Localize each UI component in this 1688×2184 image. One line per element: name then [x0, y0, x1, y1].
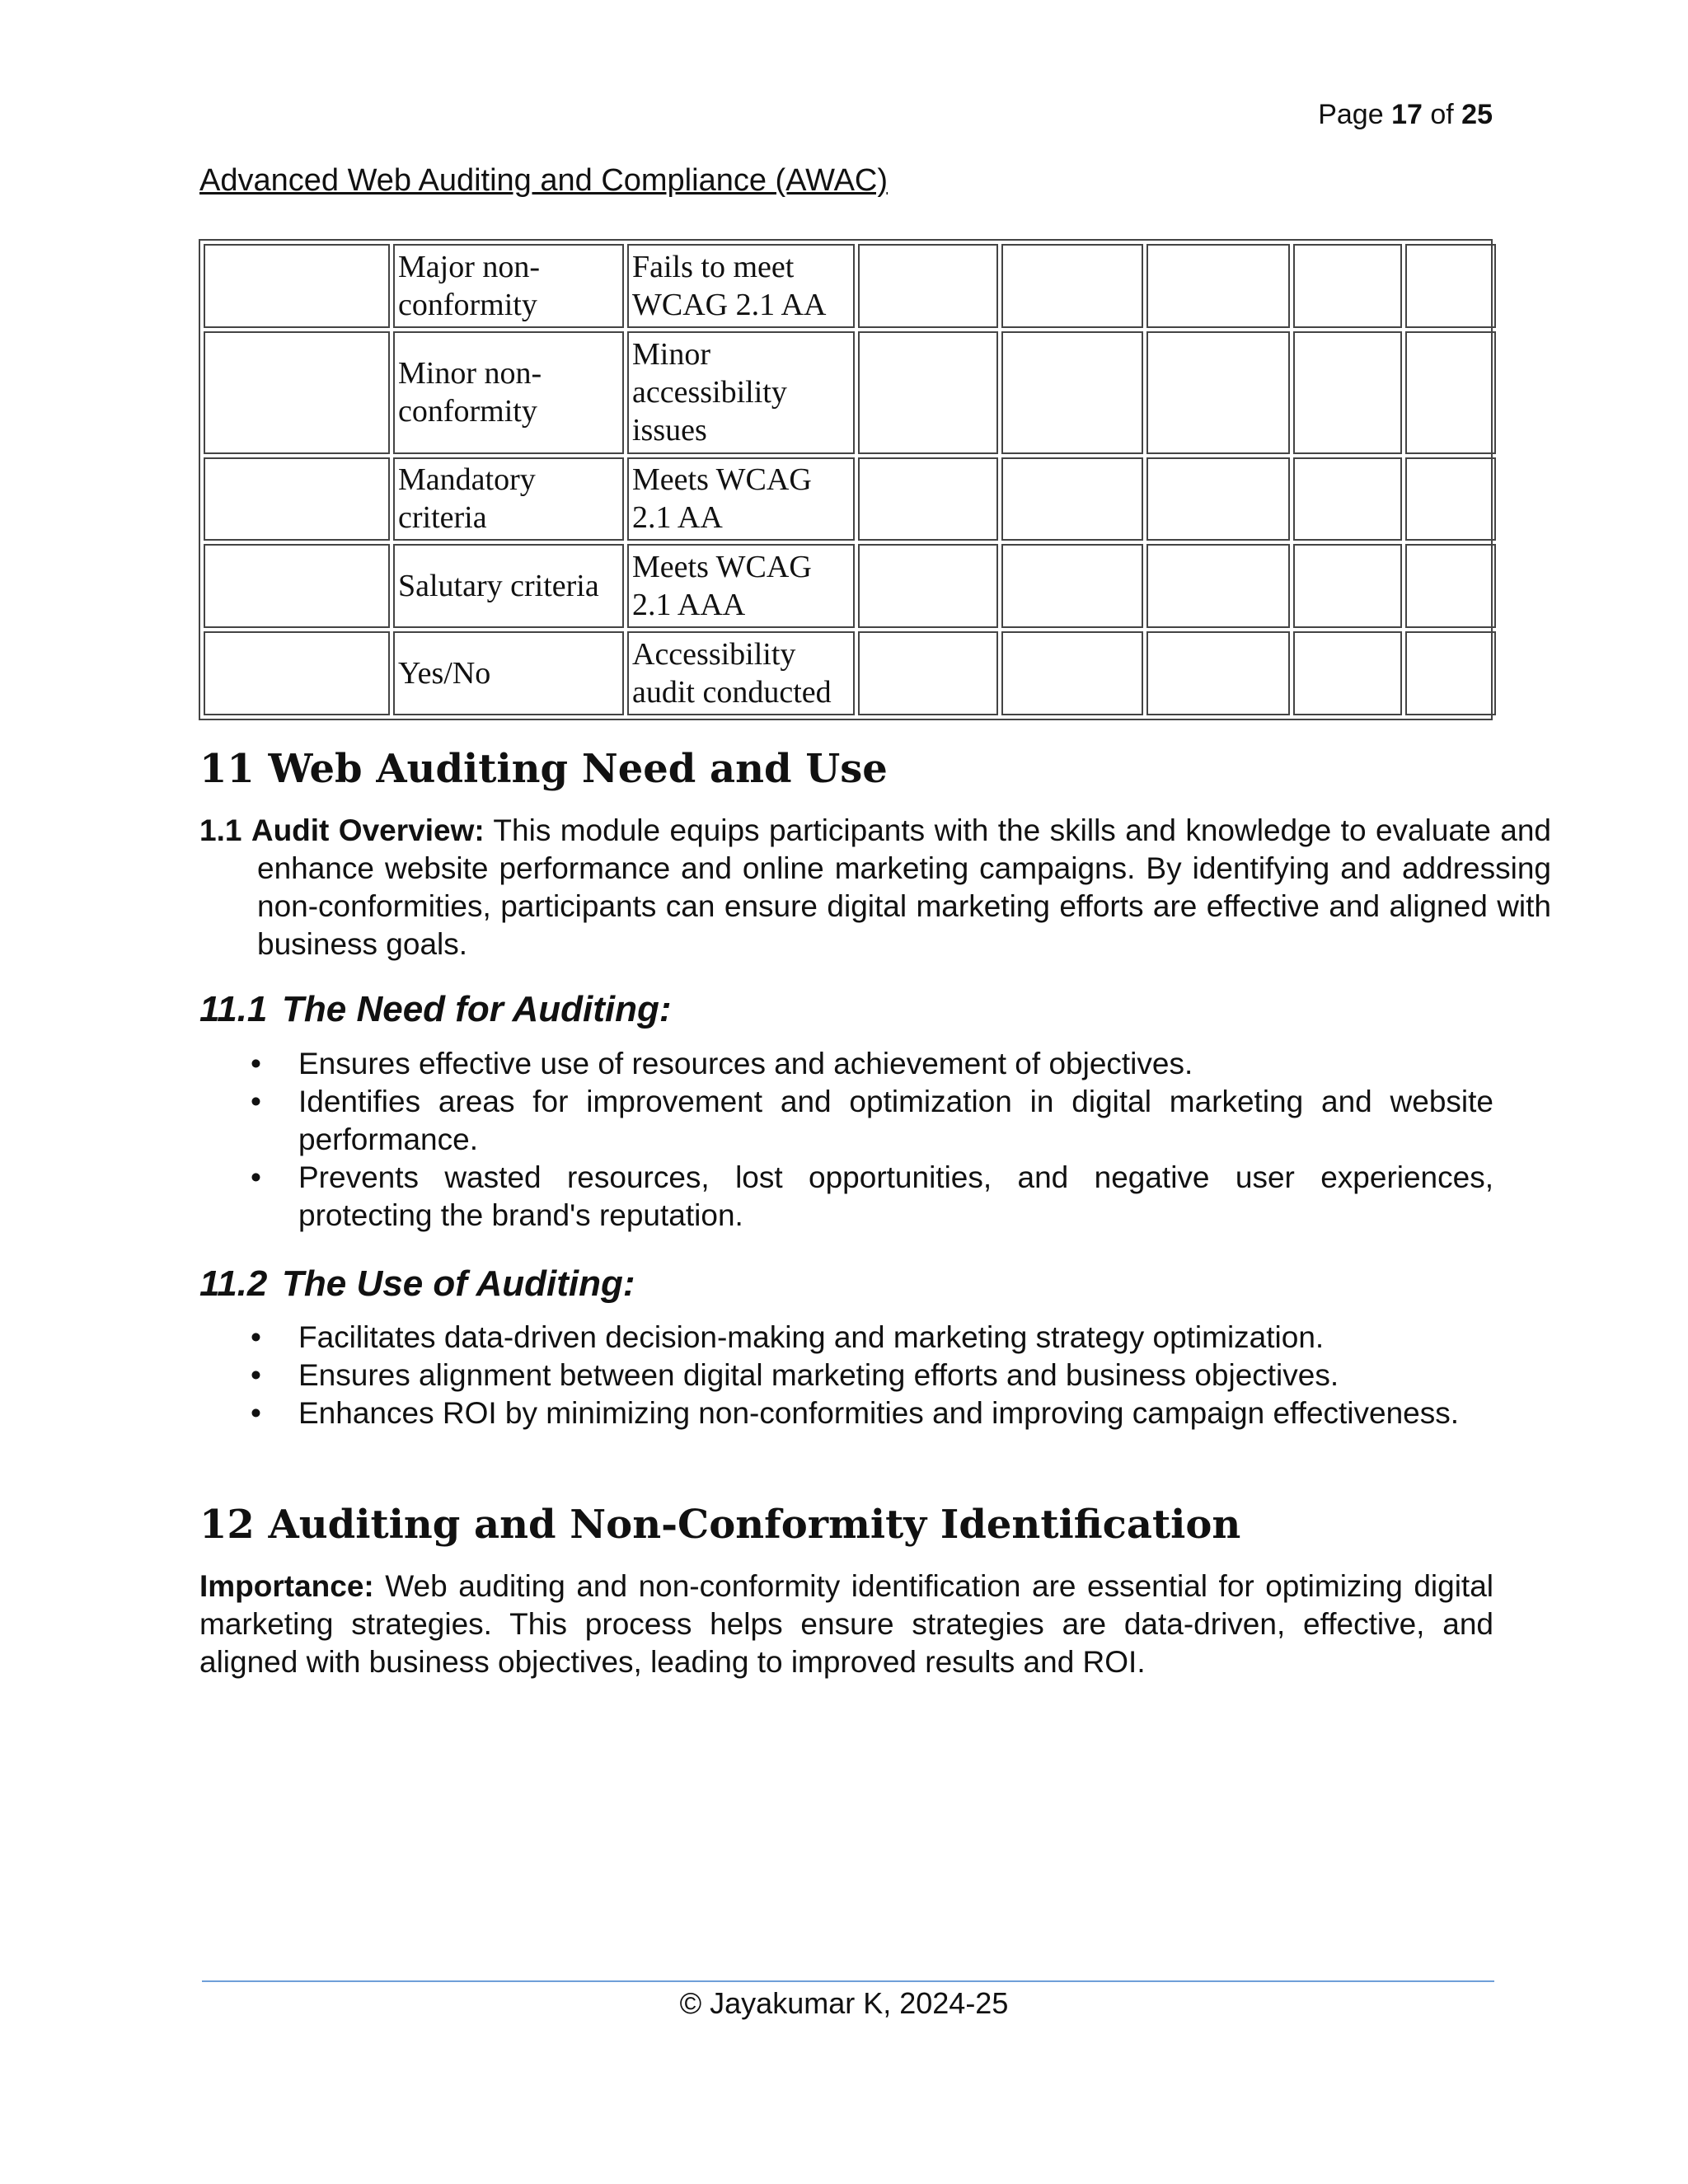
criterion-cell: Yes/No	[393, 631, 624, 715]
table-row	[204, 631, 1496, 715]
description-cell: Minor accessibility issues	[627, 331, 855, 454]
table-cell	[858, 331, 998, 454]
table-cell	[204, 457, 390, 541]
importance-paragraph	[199, 1568, 1493, 1681]
table-cell	[858, 457, 998, 541]
table-cell	[1293, 631, 1402, 715]
description-cell: Meets WCAG 2.1 AA	[627, 457, 855, 541]
table-cell	[1146, 244, 1290, 328]
document-title: Advanced Web Auditing and Compliance (AWAC)	[199, 163, 889, 198]
section-title: The Use of Auditing:	[282, 1263, 635, 1304]
list-item	[199, 1394, 1493, 1432]
criterion-cell: Major non-conformity	[393, 244, 624, 328]
page-label: Page	[1318, 99, 1384, 130]
page-total: 25	[1461, 99, 1493, 130]
table-cell	[204, 631, 390, 715]
table-cell	[1001, 544, 1143, 628]
list-item-text: Facilitates data-driven decision-making and marketing strategy optimization.	[298, 1320, 1325, 1354]
description-cell: Fails to meet WCAG 2.1 AA	[627, 244, 855, 328]
table-cell	[204, 244, 390, 328]
bullet-icon: •	[251, 1358, 261, 1392]
bullet-icon: •	[251, 1160, 261, 1194]
list-item-text: Identifies areas for improvement and optimization in digital marketing and website performance.	[298, 1085, 1493, 1156]
criterion-cell: Mandatory criteria	[393, 457, 624, 541]
page-number	[1318, 99, 1493, 131]
footer-copyright: © Jayakumar K, 2024-25	[679, 1986, 1009, 2020]
table-row	[204, 244, 1496, 328]
need-for-auditing-list	[199, 1045, 1493, 1235]
page-current: 17	[1391, 99, 1423, 130]
page-of: of	[1430, 99, 1454, 130]
criterion-cell: Minor non-conformity	[393, 331, 624, 454]
table-cell	[204, 331, 390, 454]
table-cell	[1293, 244, 1402, 328]
table-row	[204, 331, 1496, 454]
table-cell	[1405, 457, 1496, 541]
bullet-icon: •	[251, 1047, 261, 1080]
bullet-icon: •	[251, 1320, 261, 1354]
list-item-text: Prevents wasted resources, lost opportunities, and negative user experiences, protecting the brand's reputation.	[298, 1160, 1493, 1232]
table-cell	[204, 544, 390, 628]
table-row	[204, 457, 1496, 541]
list-item-text: Ensures effective use of resources and achievement of objectives.	[298, 1047, 1193, 1080]
table-cell	[1146, 331, 1290, 454]
criteria-table	[199, 239, 1493, 720]
section-number: 11.2	[199, 1263, 268, 1304]
table-cell	[1293, 457, 1402, 541]
list-item	[199, 1357, 1493, 1394]
table-cell	[1001, 244, 1143, 328]
table-cell	[1001, 331, 1143, 454]
overview-number: 1.1	[199, 813, 242, 847]
bullet-icon: •	[251, 1085, 261, 1118]
list-item	[199, 1159, 1493, 1235]
table-cell	[858, 544, 998, 628]
criterion-cell: Salutary criteria	[393, 544, 624, 628]
section-11-2-heading	[199, 1263, 635, 1305]
use-of-auditing-list	[199, 1319, 1493, 1432]
table-cell	[1405, 631, 1496, 715]
section-11-heading: 11 Web Auditing Need and Use	[199, 746, 888, 792]
table-cell	[1405, 244, 1496, 328]
description-cell: Accessibility audit conducted	[627, 631, 855, 715]
list-item	[199, 1083, 1493, 1159]
description-cell: Meets WCAG 2.1 AAA	[627, 544, 855, 628]
table-cell	[1405, 331, 1496, 454]
table-cell	[1293, 331, 1402, 454]
list-item-text: Enhances ROI by minimizing non-conformities and improving campaign effectiveness.	[298, 1396, 1460, 1430]
section-number: 11.1	[199, 989, 268, 1029]
list-item-text: Ensures alignment between digital marketing efforts and business objectives.	[298, 1358, 1339, 1392]
list-item	[199, 1045, 1493, 1083]
table-cell	[1405, 544, 1496, 628]
table-cell	[1146, 457, 1290, 541]
list-item	[199, 1319, 1493, 1357]
importance-label: Importance:	[199, 1569, 374, 1603]
section-11-1-heading	[199, 989, 672, 1030]
section-12-heading: 12 Auditing and Non-Conformity Identification	[199, 1502, 1241, 1548]
table-cell	[1001, 631, 1143, 715]
bullet-icon: •	[251, 1396, 261, 1430]
overview-label: Audit Overview:	[251, 813, 485, 847]
footer-divider	[202, 1980, 1494, 1982]
table-cell	[1146, 544, 1290, 628]
importance-text: Web auditing and non-conformity identification are essential for optimizing digital marketing strategies. This process helps ensure strategies are data-driven, effective, and aligned with business objectives, leading to improved results and ROI.	[199, 1569, 1493, 1679]
section-title: The Need for Auditing:	[282, 989, 672, 1029]
table-cell	[1293, 544, 1402, 628]
table-cell	[858, 244, 998, 328]
table-cell	[1146, 631, 1290, 715]
table-cell	[1001, 457, 1143, 541]
table-cell	[858, 631, 998, 715]
table-row	[204, 544, 1496, 628]
audit-overview-paragraph	[199, 812, 1551, 963]
overview-text: This module equips participants with the skills and knowledge to evaluate and enhance website performance and online marketing campaigns. By identifying and addressing non-conformities, participants can ensure digital marketing efforts are effective and aligned with business goals.	[257, 813, 1551, 961]
